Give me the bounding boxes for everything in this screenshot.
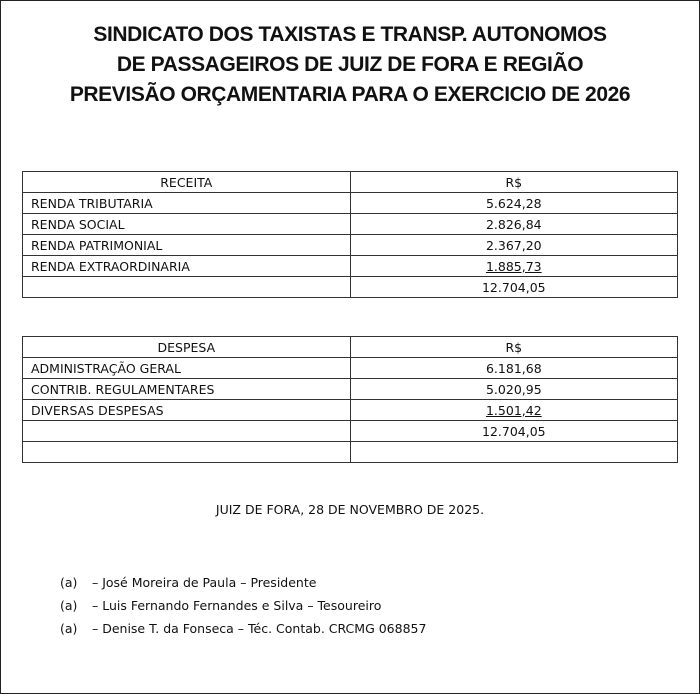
- row-value: 5.624,28: [350, 193, 677, 214]
- signature-prefix: (a): [60, 575, 78, 590]
- row-label: CONTRIB. REGULAMENTARES: [23, 379, 351, 400]
- row-value: 1.501,42: [485, 402, 542, 418]
- signature-prefix: (a): [60, 621, 78, 636]
- row-label: DIVERSAS DESPESAS: [23, 400, 351, 421]
- row-label: ADMINISTRAÇÃO GERAL: [23, 358, 351, 379]
- signature-line: [60, 594, 426, 617]
- row-label: RENDA PATRIMONIAL: [23, 235, 351, 256]
- header-line-2: DE PASSAGEIROS DE JUIZ DE FORA E REGIÃO: [116, 53, 584, 76]
- table-row: [23, 235, 678, 256]
- table-header-row: [23, 172, 678, 193]
- currency-header: R$: [350, 337, 677, 358]
- document-header: [0, 20, 700, 110]
- empty-cell: [23, 277, 351, 298]
- despesa-table: [22, 336, 678, 463]
- row-value: 2.367,20: [350, 235, 677, 256]
- total-row: [23, 421, 678, 442]
- table-header-row: [23, 337, 678, 358]
- row-value: 2.826,84: [350, 214, 677, 235]
- row-label: RENDA TRIBUTARIA: [23, 193, 351, 214]
- empty-cell: [23, 442, 351, 463]
- signature-prefix: (a): [60, 598, 78, 613]
- header-line-3: PREVISÃO ORÇAMENTARIA PARA O EXERCICIO DE 2026: [69, 83, 631, 106]
- signature-line: [60, 571, 426, 594]
- total-row: [23, 277, 678, 298]
- table-row: [23, 379, 678, 400]
- signature-list: [60, 571, 426, 640]
- despesa-header: DESPESA: [23, 337, 351, 358]
- table-row: [23, 358, 678, 379]
- empty-cell: [350, 442, 677, 463]
- header-line-1: SINDICATO DOS TAXISTAS E TRANSP. AUTONOMOS: [93, 23, 607, 46]
- signature-line: [60, 617, 426, 640]
- receita-header: RECEITA: [23, 172, 351, 193]
- row-label: RENDA SOCIAL: [23, 214, 351, 235]
- row-value: 1.885,73: [485, 258, 542, 274]
- table-row: [23, 214, 678, 235]
- place-date: JUIZ DE FORA, 28 DE NOVEMBRO DE 2025.: [215, 502, 485, 517]
- table-row: [23, 256, 678, 277]
- empty-cell: [23, 421, 351, 442]
- despesa-total: 12.704,05: [350, 421, 677, 442]
- row-value: 5.020,95: [350, 379, 677, 400]
- table-row: [23, 193, 678, 214]
- row-value: 6.181,68: [350, 358, 677, 379]
- currency-header: R$: [350, 172, 677, 193]
- signature-text: – Denise T. da Fonseca – Téc. Contab. CRCMG 068857: [91, 621, 427, 636]
- signature-text: – José Moreira de Paula – Presidente: [91, 575, 317, 590]
- empty-row: [23, 442, 678, 463]
- receita-total: 12.704,05: [350, 277, 677, 298]
- row-label: RENDA EXTRAORDINARIA: [23, 256, 351, 277]
- table-row: [23, 400, 678, 421]
- receita-table: [22, 171, 678, 298]
- signature-text: – Luis Fernando Fernandes e Silva – Tesoureiro: [91, 598, 382, 613]
